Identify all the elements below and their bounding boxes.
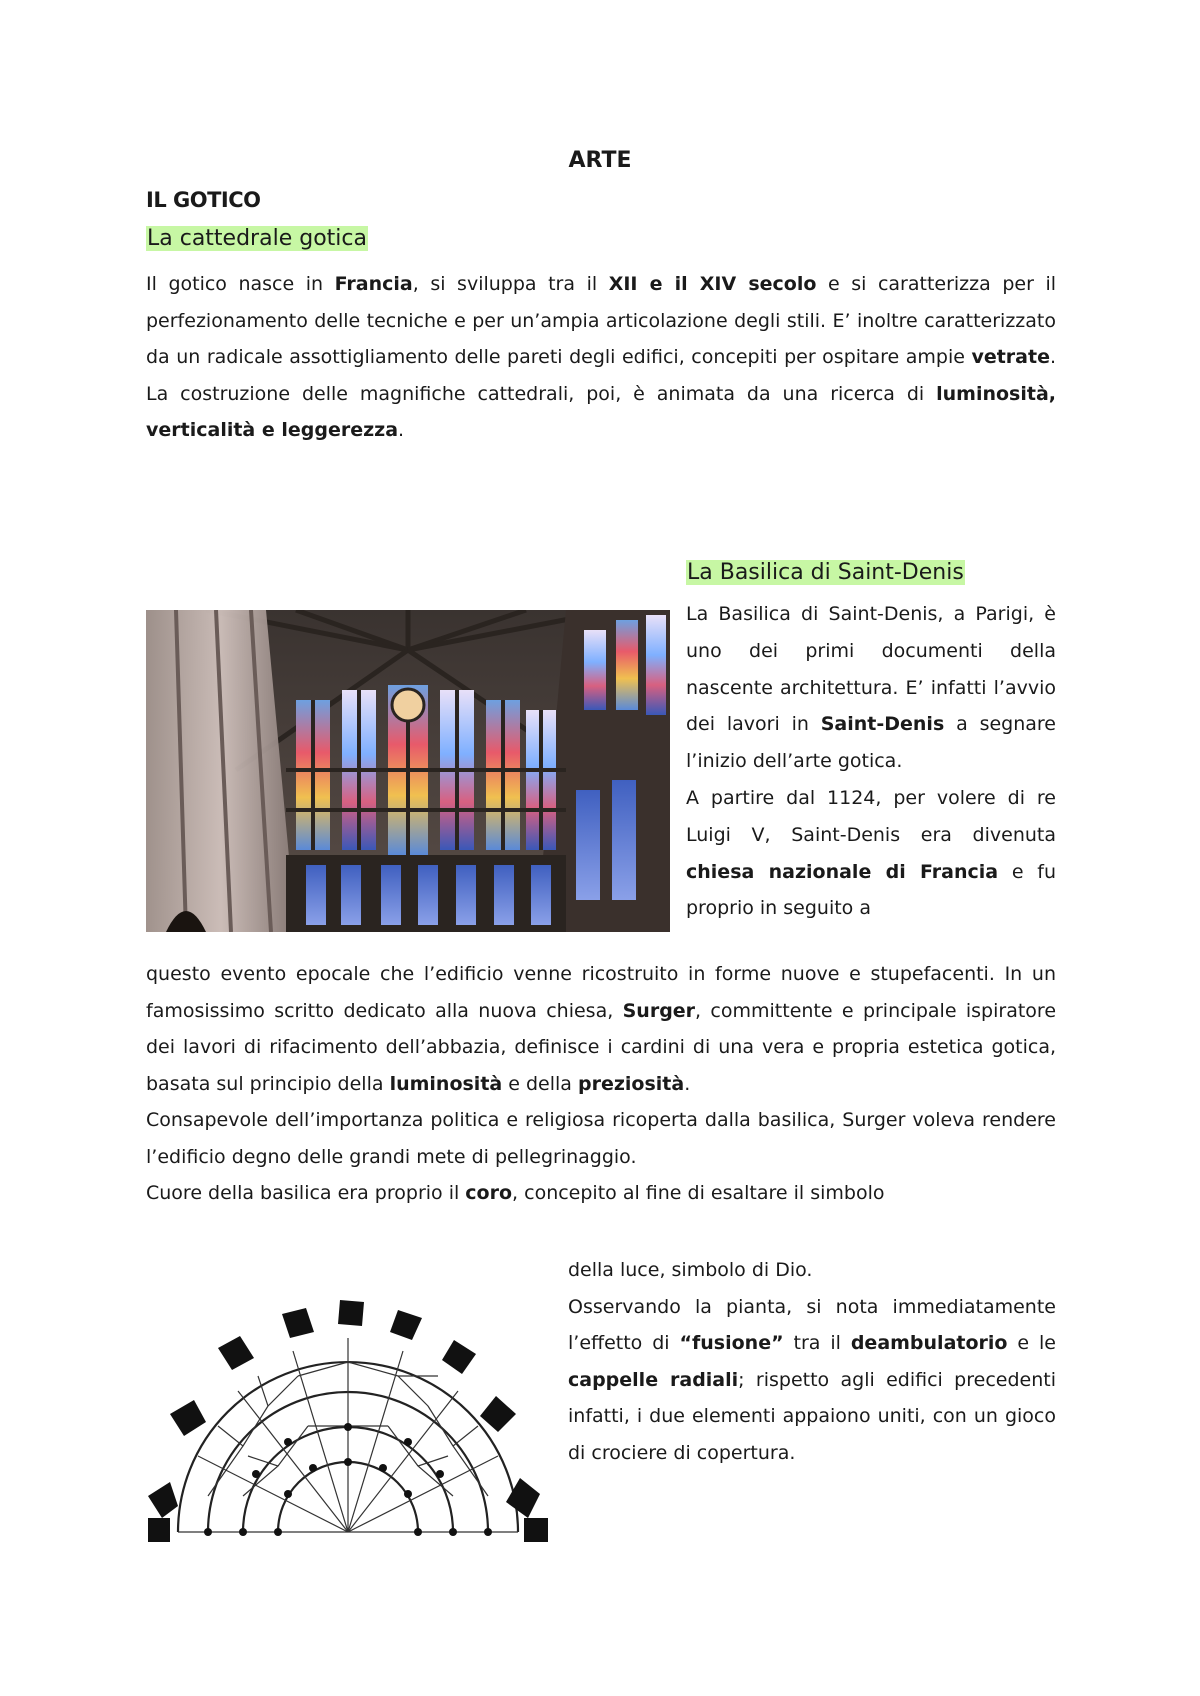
text-run: La Basilica di Saint-Denis, a Parigi, è uno dei primi documenti della nascente architettura. E’ infatti l’avvio dei lavori in — [686, 603, 1056, 736]
subheading-cattedrale — [146, 226, 368, 251]
bold-run: cappelle radiali — [568, 1368, 739, 1391]
saint-denis-choir-photo — [146, 610, 670, 932]
pellegrinaggio-paragraph: Consapevole dell’importanza politica e religiosa ricoperta dalla basilica, Surger voleva rendere l’edificio degno delle grandi mete di pellegrinaggio. — [146, 1109, 1056, 1168]
basilica-paragraph-2 — [686, 780, 1056, 927]
text-run: questo evento epocale che l’edificio venne ricostruito in forme nuove e stupefacenti. In un famosissimo scritto dedicato alla nuova chiesa, — [146, 963, 1056, 1022]
bold-run: XII e il XIV secolo — [608, 273, 817, 295]
bold-run: preziosità — [577, 1072, 685, 1095]
section-heading: IL GOTICO — [146, 188, 261, 212]
surger-paragraph — [146, 956, 1056, 1102]
plan-column — [568, 1252, 1056, 1471]
text-run: . — [398, 419, 405, 441]
bold-run: Saint-Denis — [820, 713, 945, 736]
text-run: . — [684, 1072, 691, 1095]
bold-run: deambulatorio — [850, 1332, 1008, 1354]
bold-run: Surger — [622, 999, 696, 1022]
bold-run: vetrate — [971, 346, 1050, 368]
bold-run: “fusione” — [679, 1332, 784, 1354]
text-run: a segnare l’inizio dell’arte gotica. — [686, 713, 1056, 773]
bold-run: luminosità — [389, 1072, 503, 1095]
text-run: ; rispetto agli edifici precedenti infatti, i due elementi appaiono uniti, con un gioco di crociere di copertura. — [568, 1368, 1056, 1464]
text-run: e si caratterizza per il perfezionamento delle tecniche e per un’ampia articolazione degli stili. E’ inoltre caratterizzato da un radicale assottigliamento delle pareti degli edifici, concepiti per ospitare ampie — [146, 273, 1056, 368]
subheading-basilica — [686, 560, 965, 585]
text-run: e le — [1007, 1332, 1056, 1354]
intro-paragraph — [146, 266, 1056, 449]
text-run: e fu proprio in seguito a — [686, 860, 1057, 920]
saint-denis-choir-photo-drawing — [146, 610, 670, 932]
text-run: Il gotico nasce in — [146, 273, 335, 295]
subheading-cattedrale-text: La cattedrale gotica — [147, 226, 367, 251]
luce-line: della luce, simbolo di Dio. — [568, 1259, 813, 1281]
text-run: , committente e principale ispiratore dei lavori di rifacimento dell’abbazia, definisce i cardini di una vera e propria estetica gotica, basata sul principio della — [146, 999, 1057, 1095]
text-run: Osservando la pianta, si nota immediatamente l’effetto di — [568, 1295, 1056, 1354]
text-run: A partire dal 1124, per volere di re Luigi V, Saint-Denis era divenuta — [686, 786, 1056, 846]
coro-paragraph — [146, 1175, 1056, 1212]
choir-floor-plan-drawing — [148, 1296, 548, 1542]
bold-run: Francia — [334, 273, 413, 295]
pianta-paragraph — [568, 1289, 1056, 1472]
basilica-paragraph-1 — [686, 596, 1056, 780]
bold-run: luminosità, verticalità e leggerezza — [146, 382, 1056, 441]
text-run: , concepito al fine di esaltare il simbolo — [512, 1182, 885, 1204]
choir-floor-plan — [148, 1296, 548, 1542]
text-run: tra il — [783, 1332, 851, 1354]
full-width-block — [146, 956, 1056, 1212]
document-title: ARTE — [568, 148, 632, 173]
text-run: Cuore della basilica era proprio il — [146, 1182, 466, 1204]
text-run: . La costruzione delle magnifiche cattedrali, poi, è animata da una ricerca di — [146, 346, 1056, 405]
bold-run: chiesa nazionale di Francia — [686, 860, 999, 883]
bold-run: coro — [465, 1182, 513, 1204]
basilica-column — [686, 596, 1056, 927]
subheading-basilica-text: La Basilica di Saint-Denis — [687, 560, 964, 585]
text-run: e della — [502, 1072, 578, 1095]
text-run: , si sviluppa tra il — [412, 273, 609, 295]
